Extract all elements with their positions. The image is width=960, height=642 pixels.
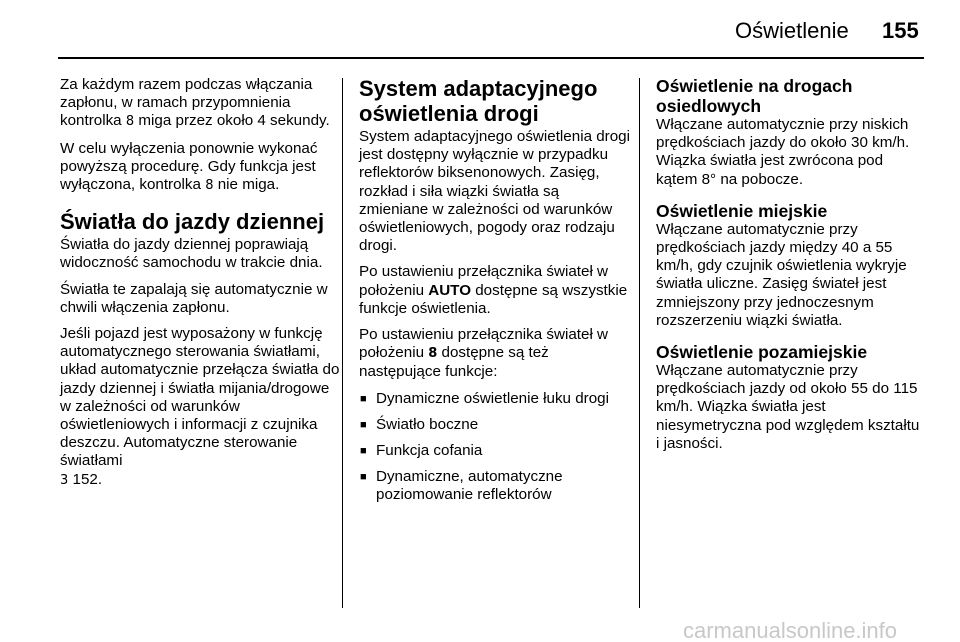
column-divider-left [342, 78, 343, 608]
paragraph-reminder: Za każdym razem podczas włączania zapłonu, w ramach przypomnienia kontrolka 8 miga przez około 4 sekundy. [60, 76, 330, 130]
column-left [60, 76, 340, 498]
paragraph-residential: Włączane automatycznie przy niskich prędkościach jazdy do około 30 km/h. Wiązka światła jest zwrócona pod kątem 8° na pobocze. [656, 116, 910, 188]
switch-position-auto: AUTO [428, 281, 472, 299]
paragraph-city: Włączane automatycznie przy prędkościach jazdy między 40 a 55 km/h, gdy czujnik oświetlenia wykryje światła uliczne. Zasięg świateł jest zmniejszony przy jednoczesnym rozszerzeniu wiązki światła. [656, 220, 907, 329]
page-number: 155 [882, 18, 919, 43]
column-middle [359, 76, 631, 513]
watermark: carmanualsonline.info [683, 618, 898, 642]
column-divider-right [639, 78, 640, 608]
paragraph-auto-position: Po ustawieniu przełącznika świateł w położeniu AUTO dostępne są wszystkie funkcje oświetlenia. [359, 263, 628, 317]
feature-list [359, 390, 631, 505]
column-right [656, 76, 924, 461]
low-beam-icon: 8 [428, 346, 438, 362]
paragraph-auto-control: Jeśli pojazd jest wyposażony w funkcję automatycznego sterowania światłami, układ automatycznie przełącza światła do jazdy dziennej i światła mijania/drogowe w zależności od warunków oświetleniowych i informacji z czujnika deszczu. Automatyczne sterowanie światłami 3 152. [60, 325, 340, 488]
page-reference-icon: 3 [60, 472, 69, 488]
indicator-lamp-icon: 8 [205, 178, 214, 194]
list-item: ■ Dynamiczne, automatyczne poziomowanie reflektorów [359, 468, 631, 504]
page-header [0, 0, 960, 60]
header-rule [58, 57, 924, 59]
paragraph-visibility: Światła do jazdy dziennej poprawiają widoczność samochodu w trakcie dnia. [60, 236, 323, 272]
heading-daytime-running-lights: Światła do jazdy dziennej [60, 209, 325, 235]
list-item: ■ Dynamiczne oświetlenie łuku drogi [359, 390, 631, 408]
paragraph-disable: W celu wyłączenia ponownie wykonać powyższą procedurę. Gdy funkcja jest wyłączona, kontrolka 8 nie miga. [60, 139, 318, 194]
paragraph-auto-on: Światła te zapalają się automatycznie w chwili włączenia zapłonu. [60, 280, 328, 316]
paragraph-adaptive-intro: System adaptacyjnego oświetlenia drogi jest dostępny wyłącznie w przypadku reflektorów biksenonowych. Zasięg, rozkład i siła wiązki światła są zmieniane w zależności od warunków oświetleniowych, pogody oraz rodzaju drogi. [359, 128, 631, 255]
heading-city-lighting: Oświetlenie miejskie [656, 200, 828, 221]
heading-residential-lighting: Oświetlenie na drogach osiedlowych [656, 76, 853, 116]
page-reference: 152. [72, 470, 103, 488]
section-title: Oświetlenie [735, 18, 849, 43]
heading-adaptive-lighting: System adaptacyjnego oświetlenia drogi [359, 76, 598, 126]
paragraph-country: Włączane automatycznie przy prędkościach jazdy od około 55 do 115 km/h. Wiązka światła jest niesymetryczna pod względem kształtu i jasności. [656, 362, 920, 452]
list-item: ■ Światło boczne [359, 416, 631, 434]
heading-country-lighting: Oświetlenie pozamiejskie [656, 342, 868, 363]
paragraph-low-beam-position: Po ustawieniu przełącznika świateł w położeniu 8 dostępne są też następujące funkcje: [359, 326, 609, 381]
list-item: ■ Funkcja cofania [359, 442, 631, 460]
indicator-lamp-icon: 8 [125, 114, 135, 130]
